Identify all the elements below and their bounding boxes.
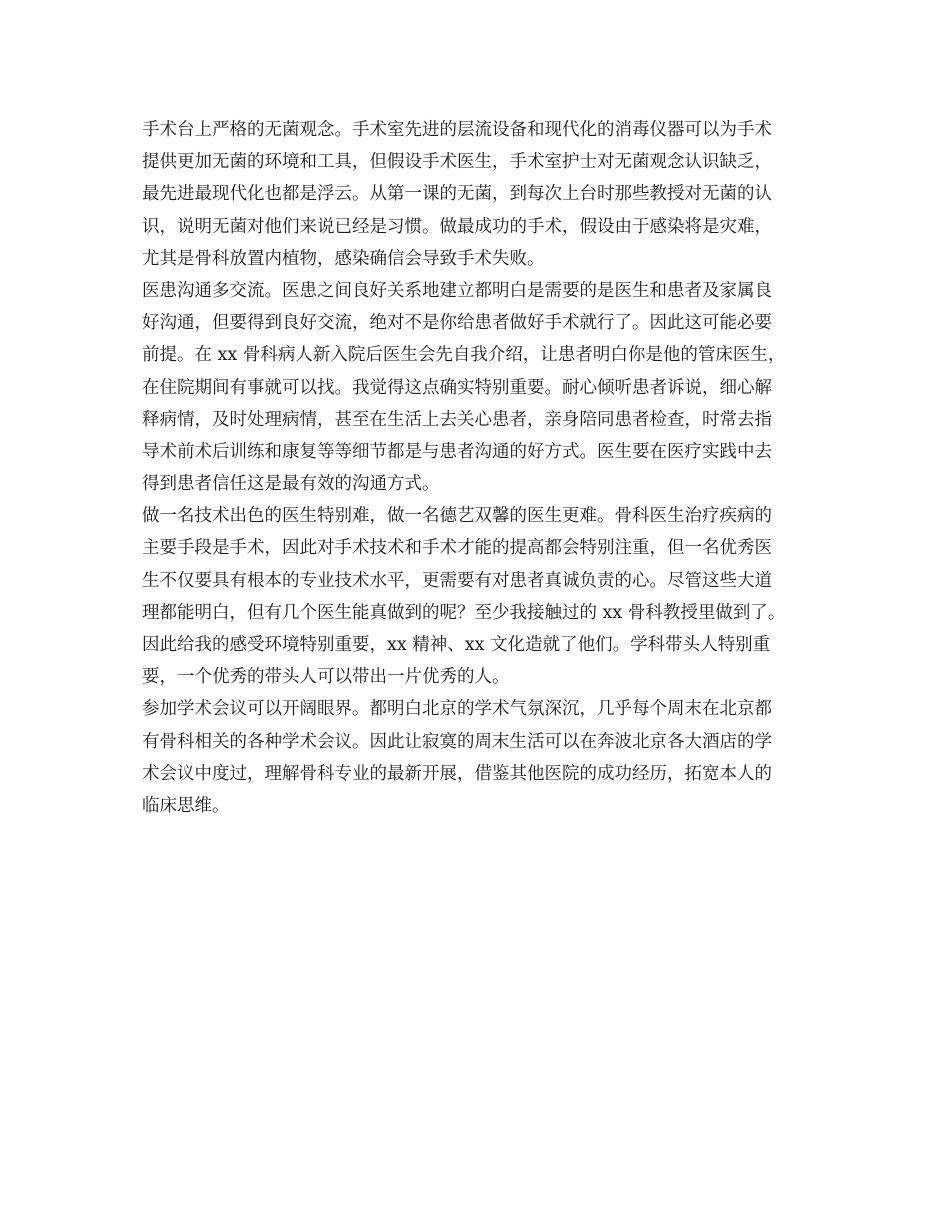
text-line: 尤其是骨科放置内植物，感染确信会导致手术失败。 [142, 248, 545, 269]
text-line: 提供更加无菌的环境和工具，但假设手术医生，手术室护士对无菌观念认识缺乏， [142, 152, 772, 173]
text-line: 医患沟通多交流。医患之间良好关系地建立都明白是需要的是医生和患者及家属良 [142, 280, 772, 301]
text-line: 临床思维。 [142, 795, 230, 816]
text-line: 好沟通，但要得到良好交流，绝对不是你给患者做好手术就行了。因此这可能必要 [142, 313, 772, 334]
text-line: 主要手段是手术，因此对手术技术和手术才能的提高都会特别注重，但一名优秀医 [142, 538, 772, 559]
text-line: 要，一个优秀的带头人可以带出一片优秀的人。 [142, 667, 510, 688]
text-line: 得到患者信任这是最有效的沟通方式。 [142, 474, 440, 495]
text-line: 手术台上严格的无菌观念。手术室先进的层流设备和现代化的消毒仪器可以为手术 [142, 120, 772, 140]
text-line: 在住院期间有事就可以找。我觉得这点确实特别重要。耐心倾听患者诉说，细心解 [142, 377, 772, 398]
text-line: 做一名技术出色的医生特别难，做一名德艺双馨的医生更难。骨科医生治疗疾病的 [142, 506, 772, 527]
text-line: 有骨科相关的各种学术会议。因此让寂寞的周末生活可以在奔波北京各大酒店的学 [142, 731, 772, 752]
text-line: 术会议中度过，理解骨科专业的最新开展，借鉴其他医院的成功经历，拓宽本人的 [142, 763, 772, 784]
text-line: 最先进最现代化也都是浮云。从第一课的无菌，到每次上台时那些教授对无菌的认 [142, 184, 772, 205]
text-line: 前提。在 xx 骨科病人新入院后医生会先自我介绍，让患者明白你是他的管床医生， [142, 345, 786, 366]
text-line: 理都能明白，但有几个医生能真做到的呢？至少我接触过的 xx 骨科教授里做到了。 [142, 602, 786, 623]
text-line: 识，说明无菌对他们来说已经是习惯。做最成功的手术，假设由于感染将是灾难， [142, 216, 772, 237]
text-line: 导术前术后训练和康复等等细节都是与患者沟通的好方式。医生要在医疗实践中去 [142, 441, 772, 462]
text-line: 因此给我的感受环境特别重要，xx 精神、xx 文化造就了他们。学科带头人特别重 [142, 635, 771, 655]
document-body [142, 114, 822, 822]
text-line: 释病情，及时处理病情，甚至在生活上去关心患者，亲身陪同患者检查，时常去指 [142, 409, 772, 430]
text-line: 生不仅要具有根本的专业技术水平，更需要有对患者真诚负责的心。尽管这些大道 [142, 570, 772, 591]
text-line: 参加学术会议可以开阔眼界。都明白北京的学术气氛深沉，几乎每个周末在北京都 [142, 699, 772, 720]
